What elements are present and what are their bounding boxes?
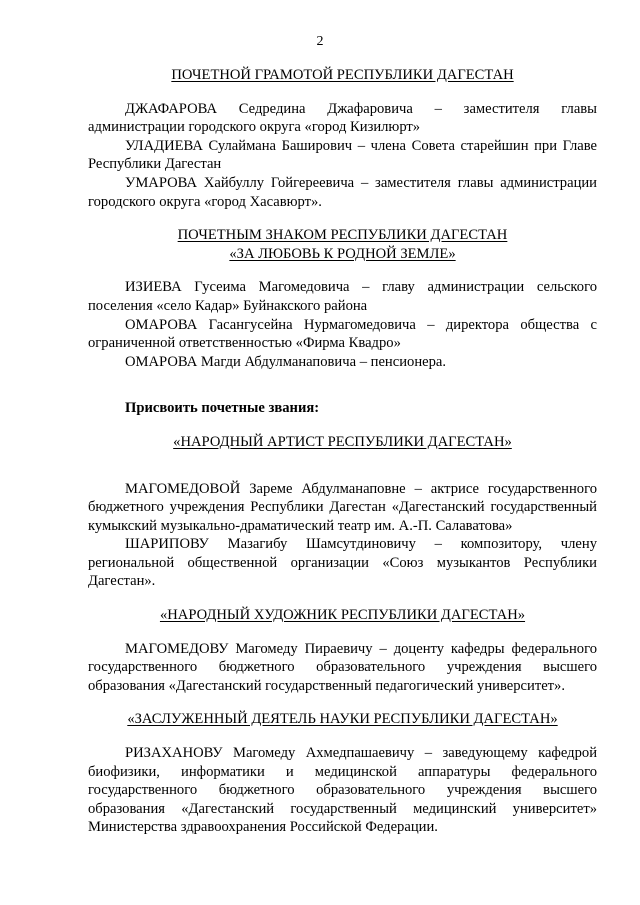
award-entry: УМАРОВА Хайбуллу Гойгереевича – заместителя главы администрации городского округа «город Хасавюрт». xyxy=(88,174,597,210)
award-entry: РИЗАХАНОВУ Магомеду Ахмедпашаевичу – заведующему кафедрой биофизики, информатики и медицинской аппаратуры федерального государственного бюджетного образовательного учреждения высшего образования «Дагестанский государственный медицинский университет» Министерства здравоохранения Российской Федерации. xyxy=(88,745,597,836)
assign-titles-heading: Присвоить почетные звания: xyxy=(125,400,320,417)
award-entry: ОМАРОВА Гасангусейна Нурмагомедовича – директора общества с ограниченной ответственностью «Фирма Квадро» xyxy=(88,316,597,352)
section-subheading: «ЗА ЛЮБОВЬ К РОДНОЙ ЗЕМЛЕ» xyxy=(229,245,456,262)
award-entry: МАГОМЕДОВОЙ Зареме Абдулманаповне – актрисе государственного бюджетного учреждения Республики Дагестан «Дагестанский государственный кумыкский музыкально-драматический театр им. А.-П. Салаватова» xyxy=(88,480,597,534)
award-entry: ШАРИПОВУ Мазагибу Шамсутдиновичу – композитору, члену региональной общественной организации «Союз музыкантов Республики Дагестан». xyxy=(88,536,597,590)
award-entry: ДЖАФАРОВА Седредина Джафаровича – заместителя главы администрации городского округа «город Кизилюрт» xyxy=(88,100,597,136)
section-heading: «ЗАСЛУЖЕННЫЙ ДЕЯТЕЛЬ НАУКИ РЕСПУБЛИКИ ДАГЕСТАН» xyxy=(127,711,558,728)
award-entry: ОМАРОВА Магди Абдулманаповича – пенсионера. xyxy=(125,353,447,370)
page-number: 2 xyxy=(316,34,324,49)
section-heading: «НАРОДНЫЙ АРТИСТ РЕСПУБЛИКИ ДАГЕСТАН» xyxy=(173,433,512,450)
section-heading: ПОЧЕТНОЙ ГРАМОТОЙ РЕСПУБЛИКИ ДАГЕСТАН xyxy=(171,67,514,83)
award-entry: УЛАДИЕВА Сулаймана Баширович – члена Совета старейшин при Главе Республики Дагестан xyxy=(88,137,597,173)
award-entry: ИЗИЕВА Гусеима Магомедовича – главу администрации сельского поселения «село Кадар» Буйнакского района xyxy=(88,279,597,314)
section-heading: «НАРОДНЫЙ ХУДОЖНИК РЕСПУБЛИКИ ДАГЕСТАН» xyxy=(159,607,526,624)
section-heading: ПОЧЕТНЫМ ЗНАКОМ РЕСПУБЛИКИ ДАГЕСТАН xyxy=(177,227,508,244)
document-body xyxy=(88,66,597,837)
award-entry: МАГОМЕДОВУ Магомеду Пираевичу – доценту кафедры федерального государственного бюджетного образовательного учреждения высшего образования «Дагестанский государственный педагогический университет». xyxy=(88,640,597,694)
